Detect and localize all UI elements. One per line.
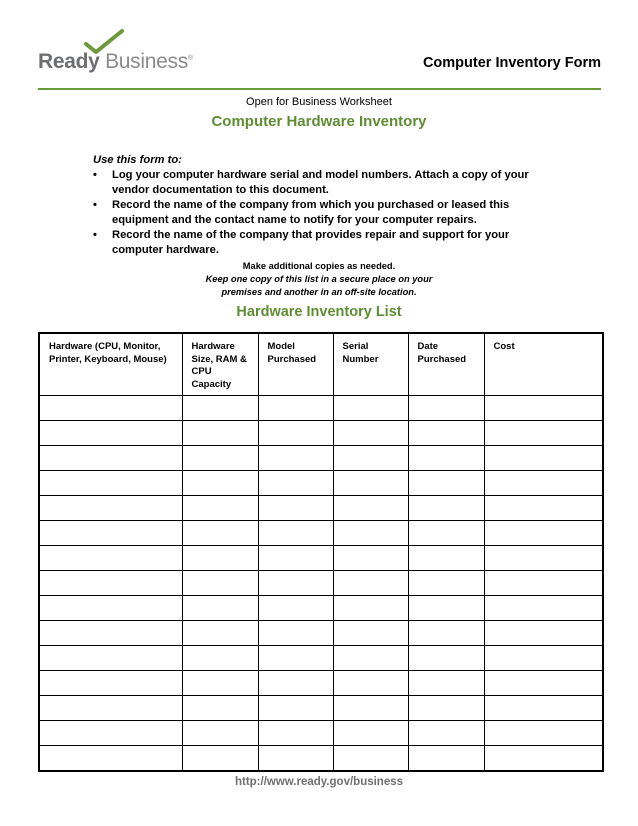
table-cell[interactable] [182,496,258,521]
table-cell[interactable] [333,496,408,521]
table-cell[interactable] [484,596,603,621]
table-cell[interactable] [333,396,408,421]
table-cell[interactable] [333,421,408,446]
table-row [39,521,603,546]
table-row [39,596,603,621]
table-cell[interactable] [39,396,182,421]
table-cell[interactable] [39,471,182,496]
table-cell[interactable] [182,396,258,421]
storage-note-line1: Keep one copy of this list in a secure place on your [205,274,433,284]
table-cell[interactable] [182,571,258,596]
table-cell[interactable] [333,521,408,546]
table-cell[interactable] [39,696,182,721]
table-header-row [39,333,603,396]
table-cell[interactable] [39,446,182,471]
table-cell[interactable] [258,746,333,772]
table-cell[interactable] [408,696,484,721]
table-cell[interactable] [39,721,182,746]
table-cell[interactable] [333,446,408,471]
storage-note-line2: premises and another in an off-site location. [221,287,417,297]
table-cell[interactable] [484,746,603,772]
table-cell[interactable] [182,746,258,772]
logo-wordmark [38,50,193,74]
table-cell[interactable] [39,596,182,621]
table-cell[interactable] [408,746,484,772]
table-cell[interactable] [258,646,333,671]
table-cell[interactable] [258,496,333,521]
table-body [39,396,603,772]
table-cell[interactable] [182,721,258,746]
table-cell[interactable] [333,571,408,596]
table-cell[interactable] [182,621,258,646]
copies-note: Make additional copies as needed. [242,261,396,271]
table-cell[interactable] [333,646,408,671]
table-row [39,496,603,521]
table-row [39,621,603,646]
table-cell[interactable] [333,721,408,746]
instruction-item [93,198,553,228]
col-header-hardware: Hardware (CPU, Monitor, Printer, Keyboard, Mouse) [39,333,182,396]
table-cell[interactable] [408,546,484,571]
table-cell[interactable] [484,546,603,571]
table-cell[interactable] [408,596,484,621]
table-cell[interactable] [182,471,258,496]
table-cell[interactable] [484,721,603,746]
table-cell[interactable] [408,496,484,521]
table-cell[interactable] [182,646,258,671]
table-cell[interactable] [258,696,333,721]
instructions-lead: Use this form to: [93,154,182,166]
table-cell[interactable] [484,696,603,721]
table-cell[interactable] [39,546,182,571]
table-cell[interactable] [484,646,603,671]
worksheet-label: Open for Business Worksheet [246,96,392,108]
table-cell[interactable] [258,471,333,496]
col-header-serial: Serial Number [333,333,408,396]
table-row [39,471,603,496]
table-cell[interactable] [333,746,408,772]
ready-business-logo [38,28,198,78]
table-cell[interactable] [258,571,333,596]
registered-mark: ® [187,55,193,62]
bullet-glyph: • [93,229,97,241]
table-cell[interactable] [182,521,258,546]
header-divider [38,88,601,90]
table-cell[interactable] [408,721,484,746]
instruction-item [93,168,553,198]
instruction-text: Record the name of the company from which you purchased or leased this equipment and the contact name to notify for your computer repairs. [112,199,510,226]
table-row [39,696,603,721]
page-subtitle: Computer Hardware Inventory [211,113,427,130]
table-row [39,396,603,421]
table-cell[interactable] [333,546,408,571]
table-cell[interactable] [333,471,408,496]
table-cell[interactable] [484,571,603,596]
table-cell[interactable] [408,671,484,696]
table-cell[interactable] [484,521,603,546]
instructions-block [93,153,553,258]
instruction-text: Record the name of the company that provides repair and support for your computer hardware. [112,229,510,256]
col-header-size: Hardware Size, RAM & CPU Capacity [182,333,258,396]
table-cell[interactable] [39,621,182,646]
table-cell[interactable] [39,571,182,596]
table-title: Hardware Inventory List [236,304,402,320]
table-cell[interactable] [408,646,484,671]
table-cell[interactable] [258,671,333,696]
table-cell[interactable] [333,621,408,646]
table-cell[interactable] [182,671,258,696]
table-cell[interactable] [39,496,182,521]
table-cell[interactable] [333,696,408,721]
table-row [39,446,603,471]
table-cell[interactable] [258,596,333,621]
table-cell[interactable] [408,396,484,421]
footer-url: http://www.ready.gov/business [234,776,404,788]
table-cell[interactable] [484,446,603,471]
table-cell[interactable] [258,521,333,546]
table-cell[interactable] [484,421,603,446]
table-row [39,721,603,746]
instruction-text: Log your computer hardware serial and model numbers. Attach a copy of your vendor documentation to this document. [112,169,529,196]
table-cell[interactable] [258,446,333,471]
table-cell[interactable] [258,546,333,571]
table-cell[interactable] [258,421,333,446]
bullet-glyph: • [93,169,97,181]
table-cell[interactable] [408,446,484,471]
table-cell[interactable] [258,396,333,421]
table-cell[interactable] [182,446,258,471]
table-cell[interactable] [408,471,484,496]
table-row [39,746,603,772]
bullet-glyph: • [93,199,97,211]
logo-word-ready: Ready [38,50,100,73]
table-cell[interactable] [39,646,182,671]
col-header-cost: Cost [484,333,603,396]
table-cell[interactable] [258,621,333,646]
table-cell[interactable] [39,421,182,446]
table-cell[interactable] [408,571,484,596]
table-cell[interactable] [484,396,603,421]
table-cell[interactable] [484,471,603,496]
hardware-inventory-table [38,332,604,772]
table-cell[interactable] [39,746,182,772]
table-cell[interactable] [408,421,484,446]
table-cell[interactable] [333,671,408,696]
table-cell[interactable] [182,421,258,446]
table-row [39,546,603,571]
logo-word-business: Business [105,50,188,73]
table-row [39,646,603,671]
col-header-model: Model Purchased [258,333,333,396]
col-header-date: Date Purchased [408,333,484,396]
table-cell[interactable] [484,621,603,646]
table-cell[interactable] [484,671,603,696]
table-row [39,421,603,446]
table-cell[interactable] [408,521,484,546]
table-row [39,571,603,596]
table-cell[interactable] [182,596,258,621]
table-row [39,671,603,696]
table-cell[interactable] [39,671,182,696]
table-cell[interactable] [408,621,484,646]
instructions-list [93,168,553,258]
table-cell[interactable] [484,496,603,521]
form-title: Computer Inventory Form [422,55,601,71]
table-cell[interactable] [182,546,258,571]
instruction-item [93,228,553,258]
table-cell[interactable] [39,521,182,546]
table-cell[interactable] [333,596,408,621]
table-cell[interactable] [258,721,333,746]
table-cell[interactable] [182,696,258,721]
